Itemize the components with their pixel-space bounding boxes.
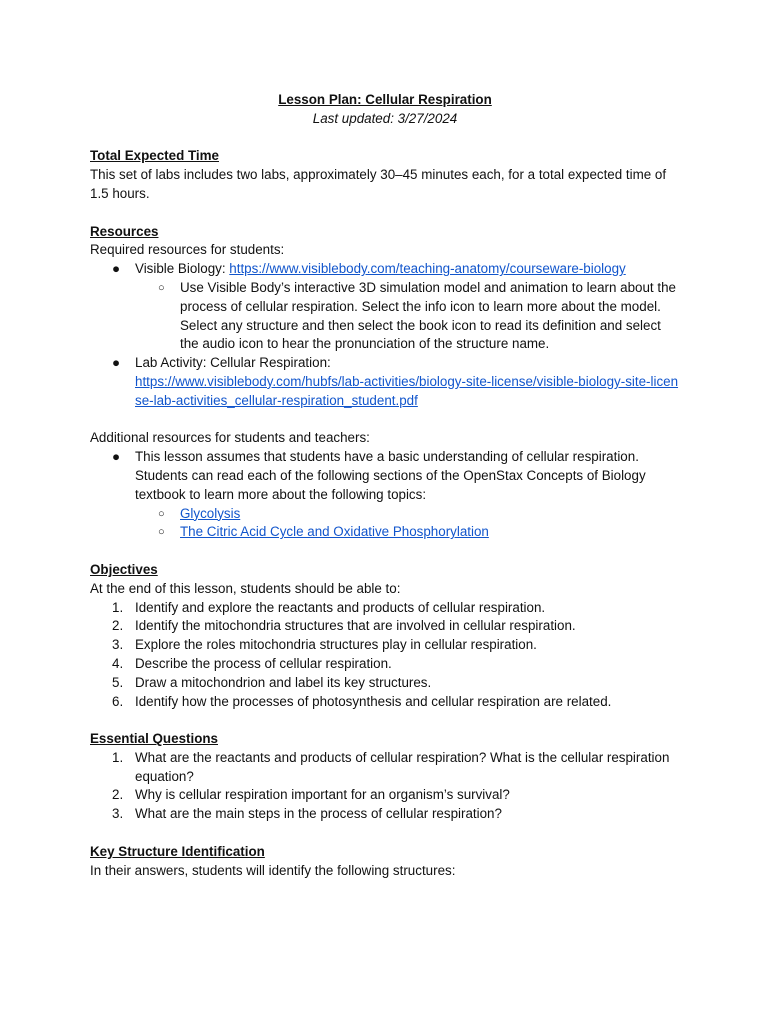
document-page [90,91,680,880]
glycolysis-link[interactable]: Glycolysis [180,505,241,521]
number-marker: 5. [112,674,124,690]
number-marker: 1. [112,599,124,615]
key-structure-text: In their answers, students will identify the following structures: [90,862,456,878]
question-text: Why is cellular respiration important for an organism’s survival? [135,787,510,803]
heading-resources: Resources [90,223,159,239]
visible-biology-description: Use Visible Body’s interactive 3D simulation model and animation to learn about the process of cellular respiration. Select the info icon to learn more about the model. Select any structure and then select the book icon to read its definition and select the audio icon to hear the pronunciation of the structure name. [180,279,676,352]
bullet-marker: ● [112,355,121,371]
resources-intro: Required resources for students: [90,242,285,258]
list-item [90,636,680,655]
visible-biology-link[interactable]: https://www.visiblebody.com/teaching-anatomy/courseware-biology [229,261,626,277]
additional-resources-list [90,448,680,542]
number-marker: 6. [112,693,124,709]
circle-marker: ○ [158,281,165,294]
list-item [90,505,680,524]
number-marker: 3. [112,806,124,822]
heading-key-structure: Key Structure Identification [90,843,265,859]
list-item [90,805,680,824]
question-text: What are the main steps in the process of cellular respiration? [135,806,502,822]
objective-text: Identify how the processes of photosynthesis and cellular respiration are related. [135,693,612,709]
objectives-list [90,599,680,712]
number-marker: 2. [112,618,124,634]
number-marker: 3. [112,637,124,653]
objectives-intro: At the end of this lesson, students should be able to: [90,580,401,596]
lab-activity-link[interactable]: https://www.visiblebody.com/hubfs/lab-activities/biology-site-license/visible-biology-site-license-lab-activities_cellular-respiration_student.pdf [135,373,679,408]
circle-marker: ○ [158,526,165,539]
objective-text: Identify the mitochondria structures that are involved in cellular respiration. [135,618,576,634]
list-item [90,655,680,674]
list-item [90,260,680,279]
total-time-text: This set of labs includes two labs, approximately 30–45 minutes each, for a total expected time of 1.5 hours. [90,167,667,201]
list-item [90,523,680,542]
list-item [90,354,680,410]
lab-activity-label: Lab Activity: Cellular Respiration: [135,355,331,371]
heading-total-time: Total Expected Time [90,148,219,164]
list-item [90,448,680,504]
list-item [90,599,680,618]
number-marker: 4. [112,655,124,671]
bullet-marker: ● [112,449,121,465]
bullet-marker: ● [112,261,121,277]
page-title: Lesson Plan: Cellular Respiration [278,92,492,107]
objective-text: Draw a mitochondrion and label its key structures. [135,674,432,690]
heading-essential-questions: Essential Questions [90,731,218,747]
additional-resources-intro: Additional resources for students and teachers: [90,430,370,446]
objective-text: Identify and explore the reactants and products of cellular respiration. [135,599,546,615]
additional-resources-text: This lesson assumes that students have a basic understanding of cellular respiration. Students can read each of the following sections of the OpenStax Concepts of Biology textbook to learn more about the following topics: [135,449,646,502]
number-marker: 1. [112,749,124,765]
objective-text: Describe the process of cellular respiration. [135,655,392,671]
list-item [90,786,680,805]
heading-objectives: Objectives [90,561,158,577]
list-item [90,617,680,636]
question-text: What are the reactants and products of cellular respiration? What is the cellular respiration equation? [135,749,670,784]
objective-text: Explore the roles mitochondria structures play in cellular respiration. [135,637,537,653]
citric-acid-cycle-link[interactable]: The Citric Acid Cycle and Oxidative Phosphorylation [180,524,489,540]
list-item [90,674,680,693]
number-marker: 2. [112,787,124,803]
visible-biology-label: Visible Biology: [135,261,230,277]
required-resources-list [90,260,680,410]
circle-marker: ○ [158,507,165,520]
list-item [90,693,680,712]
last-updated: Last updated: 3/27/2024 [312,110,458,126]
list-item [90,749,680,787]
questions-list [90,749,680,824]
list-item [90,279,680,354]
